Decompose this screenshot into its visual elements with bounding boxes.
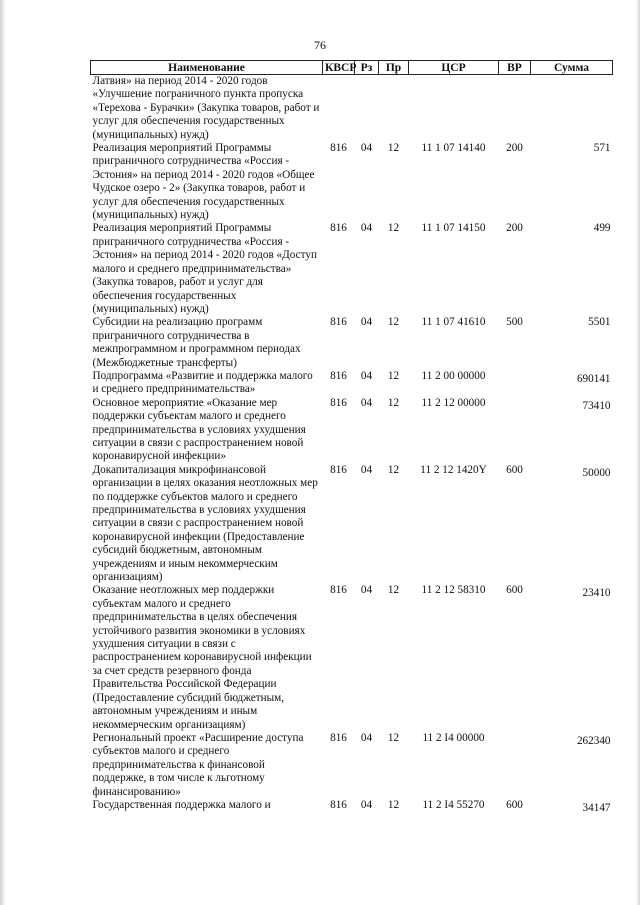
- cell-sum: 690141: [576, 372, 611, 385]
- cell-kvsr: 816: [330, 584, 347, 597]
- cell-pr: [379, 75, 409, 143]
- cell-rz: 04: [360, 316, 373, 329]
- cell-name: Реализация мероприятий Программы приграничного сотрудничества «Россия - Эстония» на период 2014 - 2020 годов «Доступ малого и среднего предпринимательства» (Закупка товаров, работ и услуг для обеспечения государственных (муниципальных) нужд): [92, 222, 317, 315]
- scan-edge-left: [0, 0, 6, 905]
- cell-kvsr: [323, 75, 355, 143]
- cell-name: Латвия» на период 2014 - 2020 годов «Улучшение пограничного пункта пропуска «Терехова - Бурачки» (Закупка товаров, работ и услуг для обеспечения государственных (муниципальных) нужд): [92, 75, 320, 141]
- table-row: [91, 142, 613, 222]
- cell-rz: 04: [360, 798, 373, 811]
- cell-rz: 04: [360, 222, 373, 235]
- table-row: [91, 222, 613, 316]
- cell-rz: 04: [360, 731, 373, 744]
- cell-sum: [531, 75, 613, 143]
- cell-sum: 23410: [582, 587, 611, 600]
- table-body: [91, 75, 613, 816]
- cell-pr: 12: [387, 731, 400, 744]
- cell-name: Докапитализация микрофинансовой организации в целях оказания неотложных мер по поддержке субъектов малого и среднего предпринимательства в условиях ухудшения ситуации в связи с распространением новой коронавирусной инфекции (Предоставление субсидий бюджетным, автономным учреждениям и иным некоммерческим организациям): [92, 463, 318, 584]
- cell-csr: 11 2 12 1420Y: [420, 463, 487, 476]
- budget-table: [90, 60, 613, 815]
- scan-edge-right: [636, 0, 640, 905]
- cell-kvsr: 816: [330, 316, 347, 329]
- cell-rz: 04: [360, 369, 373, 382]
- cell-pr: 12: [387, 222, 400, 235]
- cell-vr: 600: [506, 798, 523, 811]
- table-row: [91, 370, 613, 397]
- header-row: [91, 61, 613, 75]
- cell-csr: 11 1 07 41610: [421, 316, 486, 329]
- cell-kvsr: 816: [330, 731, 347, 744]
- table-row: [91, 397, 613, 464]
- cell-name: Подпрограмма «Развитие и поддержка малого и среднего предпринимательства»: [92, 369, 313, 396]
- cell-vr: 200: [506, 222, 523, 235]
- cell-vr: [499, 75, 531, 143]
- cell-csr: [409, 75, 499, 143]
- cell-vr: 500: [506, 316, 523, 329]
- cell-vr: 600: [506, 584, 523, 597]
- page-number: 76: [314, 38, 326, 52]
- cell-csr: 11 2 12 58310: [421, 584, 486, 597]
- cell-pr: 12: [387, 798, 400, 811]
- cell-rz: 04: [360, 142, 373, 155]
- header-vr: ВР: [499, 61, 531, 75]
- cell-kvsr: 816: [330, 142, 347, 155]
- table-row: [91, 732, 613, 799]
- cell-name: Региональный проект «Расширение доступа субъектов малого и среднего предпринимательства к финансовой поддержке, в том числе к льготному финансированию»: [92, 731, 304, 798]
- cell-pr: 12: [387, 463, 400, 476]
- cell-pr: 12: [387, 584, 400, 597]
- cell-name: Государственная поддержка малого и: [92, 798, 271, 811]
- cell-sum: 5501: [588, 316, 611, 329]
- cell-vr: [499, 370, 531, 397]
- cell-kvsr: 816: [330, 396, 347, 409]
- cell-name: Основное мероприятие «Оказание мер поддержки субъектам малого и среднего предпринимательства в условиях ухудшения ситуации в связи с распространением новой коронавирусной инфекции»: [92, 396, 306, 463]
- cell-vr: 200: [506, 142, 523, 155]
- header-kvsr: КВСР: [323, 61, 355, 75]
- cell-pr: 12: [387, 142, 400, 155]
- cell-vr: 600: [506, 463, 523, 476]
- table-row: [91, 584, 613, 731]
- cell-csr: 11 2 I4 00000: [422, 731, 485, 744]
- cell-rz: 04: [360, 463, 373, 476]
- cell-rz: [355, 75, 379, 143]
- cell-vr: [499, 732, 531, 799]
- table-row: [91, 75, 613, 143]
- cell-csr: 11 2 12 00000: [421, 396, 486, 409]
- cell-name: Субсидии на реализацию программ приграничного сотрудничества в межпрограммном и программном периодах (Межбюджетные трансферты): [92, 316, 301, 369]
- table-row: [91, 464, 613, 585]
- header-sum: Сумма: [531, 61, 613, 75]
- header-pr: Пр: [379, 61, 409, 75]
- cell-sum: 262340: [576, 734, 611, 747]
- table-row: [91, 799, 613, 815]
- cell-rz: 04: [360, 584, 373, 597]
- cell-sum: 73410: [582, 399, 611, 412]
- cell-csr: 11 2 I4 55270: [422, 798, 485, 811]
- cell-kvsr: 816: [330, 798, 347, 811]
- cell-csr: 11 1 07 14150: [421, 222, 486, 235]
- cell-pr: 12: [387, 316, 400, 329]
- cell-name: Реализация мероприятий Программы приграничного сотрудничества «Россия - Эстония» на период 2014 - 2020 годов «Общее Чудское озеро - 2» (Закупка товаров, работ и услуг для обеспечения государственных (муниципальных) нужд): [92, 142, 315, 222]
- table-header: [91, 61, 613, 75]
- cell-vr: [499, 397, 531, 464]
- cell-kvsr: 816: [330, 222, 347, 235]
- header-name: Наименование: [91, 61, 323, 75]
- cell-kvsr: 816: [330, 463, 347, 476]
- cell-rz: 04: [360, 396, 373, 409]
- cell-kvsr: 816: [330, 369, 347, 382]
- cell-sum: 499: [593, 222, 611, 235]
- header-rz: Рз: [355, 61, 379, 75]
- cell-sum: 50000: [582, 466, 611, 479]
- table-row: [91, 316, 613, 370]
- cell-csr: 11 2 00 00000: [421, 369, 486, 382]
- cell-pr: 12: [387, 396, 400, 409]
- cell-sum: 571: [593, 142, 611, 155]
- header-csr: ЦСР: [409, 61, 499, 75]
- cell-name: Оказание неотложных мер поддержки субъектам малого и среднего предпринимательства в целях обеспечения устойчивого развития экономики в условиях ухудшения ситуации в связи с распространением коронавирусной инфекции за счет средств резервного фонда Правительства Российской Федерации (Предоставление субсидий бюджетным, автономным учреждениям и иным некоммерческим организациям): [92, 584, 312, 731]
- cell-sum: 34147: [582, 801, 611, 814]
- cell-pr: 12: [387, 369, 400, 382]
- cell-csr: 11 1 07 14140: [421, 142, 486, 155]
